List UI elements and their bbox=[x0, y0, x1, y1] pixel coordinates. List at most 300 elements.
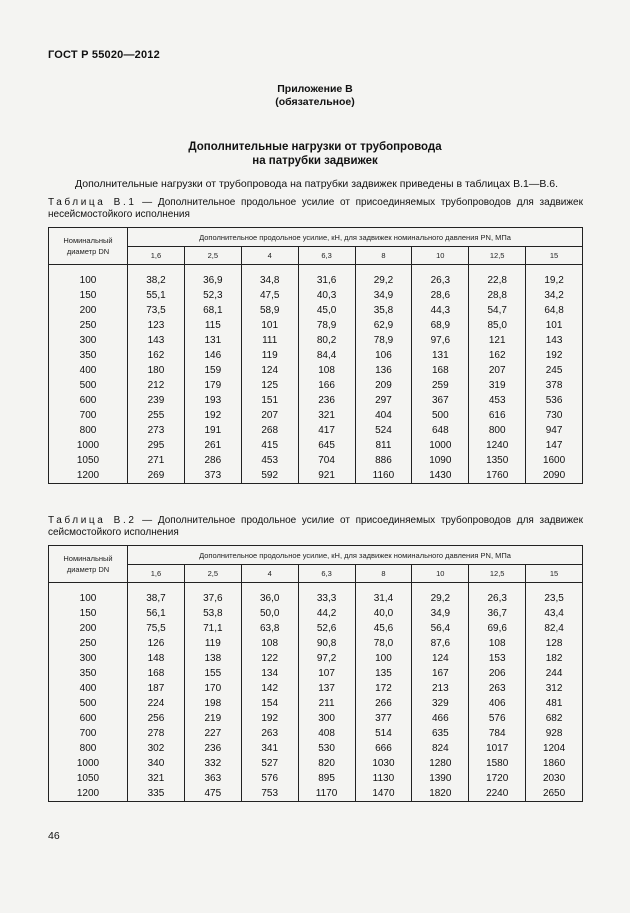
table-row bbox=[49, 756, 583, 771]
value-cell: 108 bbox=[469, 636, 526, 651]
appendix-title: Приложение В bbox=[277, 83, 353, 95]
value-cell: 125 bbox=[241, 378, 298, 393]
dn-cell: 600 bbox=[49, 393, 128, 408]
value-cell: 36,0 bbox=[241, 583, 298, 607]
value-cell: 45,6 bbox=[355, 621, 412, 636]
table1-caption-text: — Дополнительное продольное усилие от присоединяемых трубопроводов для задвижек несейсмостойкого исполнения bbox=[48, 197, 583, 220]
value-cell: 648 bbox=[412, 423, 469, 438]
value-cell: 592 bbox=[241, 468, 298, 484]
dn-cell: 300 bbox=[49, 651, 128, 666]
value-cell: 239 bbox=[128, 393, 185, 408]
dn-cell: 700 bbox=[49, 726, 128, 741]
dn-cell: 250 bbox=[49, 636, 128, 651]
value-cell: 1820 bbox=[412, 786, 469, 802]
value-cell: 162 bbox=[469, 348, 526, 363]
value-cell: 97,2 bbox=[298, 651, 355, 666]
value-cell: 1860 bbox=[526, 756, 583, 771]
value-cell: 56,1 bbox=[128, 606, 185, 621]
table1-group-header: Дополнительное продольное усилие, кН, для задвижек номинального давления PN, МПа bbox=[128, 228, 583, 247]
value-cell: 29,2 bbox=[412, 583, 469, 607]
table2-pressure-header: 12,5 bbox=[469, 565, 526, 583]
value-cell: 34,9 bbox=[412, 606, 469, 621]
value-cell: 45,0 bbox=[298, 303, 355, 318]
value-cell: 34,8 bbox=[241, 265, 298, 289]
dn-cell: 350 bbox=[49, 666, 128, 681]
value-cell: 811 bbox=[355, 438, 412, 453]
value-cell: 63,8 bbox=[241, 621, 298, 636]
value-cell: 255 bbox=[128, 408, 185, 423]
value-cell: 373 bbox=[184, 468, 241, 484]
table1-pressure-header: 15 bbox=[526, 247, 583, 265]
table1-pressure-header: 10 bbox=[412, 247, 469, 265]
table2-pressure-header: 1,6 bbox=[128, 565, 185, 583]
value-cell: 192 bbox=[241, 711, 298, 726]
value-cell: 259 bbox=[412, 378, 469, 393]
value-cell: 236 bbox=[298, 393, 355, 408]
value-cell: 245 bbox=[526, 363, 583, 378]
dn-cell: 1000 bbox=[49, 756, 128, 771]
value-cell: 36,9 bbox=[184, 265, 241, 289]
table-row bbox=[49, 711, 583, 726]
table1-pressure-header: 4 bbox=[241, 247, 298, 265]
value-cell: 168 bbox=[128, 666, 185, 681]
table2-label: Таблица В.2 bbox=[48, 515, 137, 526]
value-cell: 43,4 bbox=[526, 606, 583, 621]
value-cell: 928 bbox=[526, 726, 583, 741]
dn-cell: 200 bbox=[49, 303, 128, 318]
value-cell: 319 bbox=[469, 378, 526, 393]
table-row bbox=[49, 741, 583, 756]
value-cell: 682 bbox=[526, 711, 583, 726]
value-cell: 209 bbox=[355, 378, 412, 393]
dn-cell: 800 bbox=[49, 423, 128, 438]
value-cell: 37,6 bbox=[184, 583, 241, 607]
value-cell: 886 bbox=[355, 453, 412, 468]
value-cell: 1580 bbox=[469, 756, 526, 771]
value-cell: 101 bbox=[241, 318, 298, 333]
value-cell: 378 bbox=[526, 378, 583, 393]
value-cell: 295 bbox=[128, 438, 185, 453]
value-cell: 52,3 bbox=[184, 288, 241, 303]
value-cell: 1000 bbox=[412, 438, 469, 453]
value-cell: 206 bbox=[469, 666, 526, 681]
dn-cell: 100 bbox=[49, 583, 128, 607]
table-row bbox=[49, 651, 583, 666]
value-cell: 340 bbox=[128, 756, 185, 771]
table2-pressure-header: 2,5 bbox=[184, 565, 241, 583]
value-cell: 286 bbox=[184, 453, 241, 468]
value-cell: 300 bbox=[298, 711, 355, 726]
value-cell: 187 bbox=[128, 681, 185, 696]
value-cell: 166 bbox=[298, 378, 355, 393]
value-cell: 527 bbox=[241, 756, 298, 771]
value-cell: 1470 bbox=[355, 786, 412, 802]
table1-caption bbox=[48, 197, 583, 221]
value-cell: 530 bbox=[298, 741, 355, 756]
value-cell: 136 bbox=[355, 363, 412, 378]
dn-cell: 150 bbox=[49, 606, 128, 621]
dn-cell: 400 bbox=[49, 681, 128, 696]
table2-pressure-header: 15 bbox=[526, 565, 583, 583]
value-cell: 302 bbox=[128, 741, 185, 756]
value-cell: 35,8 bbox=[355, 303, 412, 318]
value-cell: 64,8 bbox=[526, 303, 583, 318]
value-cell: 78,9 bbox=[355, 333, 412, 348]
value-cell: 1600 bbox=[526, 453, 583, 468]
value-cell: 90,8 bbox=[298, 636, 355, 651]
value-cell: 278 bbox=[128, 726, 185, 741]
value-cell: 34,9 bbox=[355, 288, 412, 303]
value-cell: 2650 bbox=[526, 786, 583, 802]
value-cell: 148 bbox=[128, 651, 185, 666]
value-cell: 576 bbox=[241, 771, 298, 786]
table2-pressure-header: 4 bbox=[241, 565, 298, 583]
value-cell: 321 bbox=[298, 408, 355, 423]
table-row bbox=[49, 583, 583, 607]
value-cell: 895 bbox=[298, 771, 355, 786]
value-cell: 1390 bbox=[412, 771, 469, 786]
value-cell: 124 bbox=[241, 363, 298, 378]
value-cell: 124 bbox=[412, 651, 469, 666]
value-cell: 524 bbox=[355, 423, 412, 438]
value-cell: 193 bbox=[184, 393, 241, 408]
dn-cell: 300 bbox=[49, 333, 128, 348]
intro-paragraph: Дополнительные нагрузки от трубопровода на патрубки задвижек приведены в таблицах В.1—В.6. bbox=[75, 178, 559, 190]
value-cell: 321 bbox=[128, 771, 185, 786]
value-cell: 26,3 bbox=[469, 583, 526, 607]
value-cell: 19,2 bbox=[526, 265, 583, 289]
value-cell: 151 bbox=[241, 393, 298, 408]
value-cell: 921 bbox=[298, 468, 355, 484]
value-cell: 159 bbox=[184, 363, 241, 378]
value-cell: 404 bbox=[355, 408, 412, 423]
value-cell: 78,9 bbox=[298, 318, 355, 333]
value-cell: 101 bbox=[526, 318, 583, 333]
dn-cell: 700 bbox=[49, 408, 128, 423]
value-cell: 131 bbox=[412, 348, 469, 363]
value-cell: 31,6 bbox=[298, 265, 355, 289]
value-cell: 269 bbox=[128, 468, 185, 484]
dn-cell: 400 bbox=[49, 363, 128, 378]
dn-cell: 200 bbox=[49, 621, 128, 636]
dn-cell: 1050 bbox=[49, 771, 128, 786]
value-cell: 1204 bbox=[526, 741, 583, 756]
value-cell: 224 bbox=[128, 696, 185, 711]
value-cell: 211 bbox=[298, 696, 355, 711]
value-cell: 134 bbox=[241, 666, 298, 681]
value-cell: 80,2 bbox=[298, 333, 355, 348]
value-cell: 1170 bbox=[298, 786, 355, 802]
value-cell: 367 bbox=[412, 393, 469, 408]
value-cell: 68,1 bbox=[184, 303, 241, 318]
dn-cell: 500 bbox=[49, 378, 128, 393]
table2-dn-header: Номинальный диаметр DN bbox=[49, 546, 128, 583]
value-cell: 153 bbox=[469, 651, 526, 666]
table-row bbox=[49, 771, 583, 786]
table1-pressure-header: 2,5 bbox=[184, 247, 241, 265]
value-cell: 192 bbox=[526, 348, 583, 363]
value-cell: 191 bbox=[184, 423, 241, 438]
value-cell: 26,3 bbox=[412, 265, 469, 289]
table-row bbox=[49, 265, 583, 289]
value-cell: 1017 bbox=[469, 741, 526, 756]
value-cell: 1720 bbox=[469, 771, 526, 786]
dn-cell: 1200 bbox=[49, 786, 128, 802]
dn-cell: 1200 bbox=[49, 468, 128, 484]
table2 bbox=[48, 545, 583, 802]
value-cell: 1350 bbox=[469, 453, 526, 468]
value-cell: 108 bbox=[241, 636, 298, 651]
value-cell: 31,4 bbox=[355, 583, 412, 607]
value-cell: 263 bbox=[469, 681, 526, 696]
table-row bbox=[49, 378, 583, 393]
value-cell: 87,6 bbox=[412, 636, 469, 651]
table-row bbox=[49, 348, 583, 363]
value-cell: 54,7 bbox=[469, 303, 526, 318]
value-cell: 38,2 bbox=[128, 265, 185, 289]
table1-label: Таблица В.1 bbox=[48, 197, 137, 208]
value-cell: 73,5 bbox=[128, 303, 185, 318]
value-cell: 263 bbox=[241, 726, 298, 741]
dn-cell: 100 bbox=[49, 265, 128, 289]
value-cell: 106 bbox=[355, 348, 412, 363]
table1-pressure-header: 8 bbox=[355, 247, 412, 265]
value-cell: 198 bbox=[184, 696, 241, 711]
table-row bbox=[49, 636, 583, 651]
value-cell: 261 bbox=[184, 438, 241, 453]
value-cell: 335 bbox=[128, 786, 185, 802]
value-cell: 131 bbox=[184, 333, 241, 348]
section-title bbox=[0, 140, 630, 168]
value-cell: 111 bbox=[241, 333, 298, 348]
value-cell: 800 bbox=[469, 423, 526, 438]
value-cell: 119 bbox=[184, 636, 241, 651]
value-cell: 78,0 bbox=[355, 636, 412, 651]
value-cell: 36,7 bbox=[469, 606, 526, 621]
value-cell: 236 bbox=[184, 741, 241, 756]
value-cell: 121 bbox=[469, 333, 526, 348]
value-cell: 123 bbox=[128, 318, 185, 333]
value-cell: 268 bbox=[241, 423, 298, 438]
value-cell: 170 bbox=[184, 681, 241, 696]
value-cell: 84,4 bbox=[298, 348, 355, 363]
value-cell: 23,5 bbox=[526, 583, 583, 607]
value-cell: 1280 bbox=[412, 756, 469, 771]
table1-pressure-header: 12,5 bbox=[469, 247, 526, 265]
table-row bbox=[49, 468, 583, 484]
value-cell: 1760 bbox=[469, 468, 526, 484]
value-cell: 266 bbox=[355, 696, 412, 711]
table1-dn-header: Номинальный диаметр DN bbox=[49, 228, 128, 265]
value-cell: 40,0 bbox=[355, 606, 412, 621]
standard-number: ГОСТ Р 55020—2012 bbox=[48, 49, 160, 61]
table2-pressure-header: 10 bbox=[412, 565, 469, 583]
value-cell: 155 bbox=[184, 666, 241, 681]
value-cell: 44,3 bbox=[412, 303, 469, 318]
value-cell: 192 bbox=[184, 408, 241, 423]
value-cell: 179 bbox=[184, 378, 241, 393]
value-cell: 207 bbox=[241, 408, 298, 423]
value-cell: 666 bbox=[355, 741, 412, 756]
value-cell: 55,1 bbox=[128, 288, 185, 303]
value-cell: 40,3 bbox=[298, 288, 355, 303]
value-cell: 244 bbox=[526, 666, 583, 681]
dn-cell: 350 bbox=[49, 348, 128, 363]
value-cell: 227 bbox=[184, 726, 241, 741]
table-row bbox=[49, 363, 583, 378]
value-cell: 219 bbox=[184, 711, 241, 726]
value-cell: 33,3 bbox=[298, 583, 355, 607]
value-cell: 824 bbox=[412, 741, 469, 756]
value-cell: 143 bbox=[526, 333, 583, 348]
value-cell: 58,9 bbox=[241, 303, 298, 318]
table-row bbox=[49, 696, 583, 711]
value-cell: 475 bbox=[184, 786, 241, 802]
value-cell: 44,2 bbox=[298, 606, 355, 621]
value-cell: 466 bbox=[412, 711, 469, 726]
value-cell: 500 bbox=[412, 408, 469, 423]
table-row bbox=[49, 288, 583, 303]
value-cell: 453 bbox=[241, 453, 298, 468]
value-cell: 47,5 bbox=[241, 288, 298, 303]
table-row bbox=[49, 438, 583, 453]
value-cell: 122 bbox=[241, 651, 298, 666]
value-cell: 704 bbox=[298, 453, 355, 468]
value-cell: 1090 bbox=[412, 453, 469, 468]
page-number: 46 bbox=[48, 830, 60, 842]
value-cell: 207 bbox=[469, 363, 526, 378]
table-row bbox=[49, 303, 583, 318]
value-cell: 536 bbox=[526, 393, 583, 408]
table2-pressure-header: 8 bbox=[355, 565, 412, 583]
value-cell: 273 bbox=[128, 423, 185, 438]
dn-cell: 150 bbox=[49, 288, 128, 303]
value-cell: 341 bbox=[241, 741, 298, 756]
value-cell: 820 bbox=[298, 756, 355, 771]
value-cell: 753 bbox=[241, 786, 298, 802]
value-cell: 329 bbox=[412, 696, 469, 711]
value-cell: 212 bbox=[128, 378, 185, 393]
value-cell: 415 bbox=[241, 438, 298, 453]
table-row bbox=[49, 786, 583, 802]
value-cell: 147 bbox=[526, 438, 583, 453]
value-cell: 1130 bbox=[355, 771, 412, 786]
value-cell: 56,4 bbox=[412, 621, 469, 636]
value-cell: 1240 bbox=[469, 438, 526, 453]
value-cell: 119 bbox=[241, 348, 298, 363]
dn-cell: 600 bbox=[49, 711, 128, 726]
table-row bbox=[49, 318, 583, 333]
value-cell: 635 bbox=[412, 726, 469, 741]
dn-cell: 500 bbox=[49, 696, 128, 711]
table2-caption-text: — Дополнительное продольное усилие от присоединяемых трубопроводов для задвижек сейсмостойкого исполнения bbox=[48, 515, 583, 538]
table2-group-header: Дополнительное продольное усилие, кН, для задвижек номинального давления PN, МПа bbox=[128, 546, 583, 565]
value-cell: 297 bbox=[355, 393, 412, 408]
value-cell: 71,1 bbox=[184, 621, 241, 636]
value-cell: 514 bbox=[355, 726, 412, 741]
value-cell: 2090 bbox=[526, 468, 583, 484]
value-cell: 271 bbox=[128, 453, 185, 468]
value-cell: 947 bbox=[526, 423, 583, 438]
value-cell: 406 bbox=[469, 696, 526, 711]
table-row bbox=[49, 393, 583, 408]
value-cell: 213 bbox=[412, 681, 469, 696]
dn-cell: 1000 bbox=[49, 438, 128, 453]
value-cell: 29,2 bbox=[355, 265, 412, 289]
table-row bbox=[49, 408, 583, 423]
value-cell: 28,6 bbox=[412, 288, 469, 303]
section-title-line2: на патрубки задвижек bbox=[252, 155, 378, 167]
value-cell: 143 bbox=[128, 333, 185, 348]
value-cell: 97,6 bbox=[412, 333, 469, 348]
value-cell: 146 bbox=[184, 348, 241, 363]
table-row bbox=[49, 681, 583, 696]
table1-pressure-header: 1,6 bbox=[128, 247, 185, 265]
appendix-heading bbox=[0, 83, 630, 109]
table-row bbox=[49, 621, 583, 636]
value-cell: 53,8 bbox=[184, 606, 241, 621]
value-cell: 453 bbox=[469, 393, 526, 408]
value-cell: 2030 bbox=[526, 771, 583, 786]
value-cell: 2240 bbox=[469, 786, 526, 802]
value-cell: 75,5 bbox=[128, 621, 185, 636]
value-cell: 128 bbox=[526, 636, 583, 651]
value-cell: 1160 bbox=[355, 468, 412, 484]
value-cell: 142 bbox=[241, 681, 298, 696]
value-cell: 22,8 bbox=[469, 265, 526, 289]
value-cell: 52,6 bbox=[298, 621, 355, 636]
value-cell: 408 bbox=[298, 726, 355, 741]
dn-cell: 250 bbox=[49, 318, 128, 333]
value-cell: 481 bbox=[526, 696, 583, 711]
value-cell: 332 bbox=[184, 756, 241, 771]
table-row bbox=[49, 423, 583, 438]
value-cell: 100 bbox=[355, 651, 412, 666]
value-cell: 82,4 bbox=[526, 621, 583, 636]
value-cell: 377 bbox=[355, 711, 412, 726]
table-row bbox=[49, 453, 583, 468]
value-cell: 68,9 bbox=[412, 318, 469, 333]
value-cell: 85,0 bbox=[469, 318, 526, 333]
value-cell: 135 bbox=[355, 666, 412, 681]
table-row bbox=[49, 666, 583, 681]
value-cell: 417 bbox=[298, 423, 355, 438]
value-cell: 162 bbox=[128, 348, 185, 363]
value-cell: 576 bbox=[469, 711, 526, 726]
value-cell: 154 bbox=[241, 696, 298, 711]
value-cell: 1430 bbox=[412, 468, 469, 484]
value-cell: 138 bbox=[184, 651, 241, 666]
table2-pressure-header: 6,3 bbox=[298, 565, 355, 583]
appendix-status: (обязательное) bbox=[275, 96, 355, 108]
table-row bbox=[49, 606, 583, 621]
value-cell: 256 bbox=[128, 711, 185, 726]
value-cell: 167 bbox=[412, 666, 469, 681]
value-cell: 168 bbox=[412, 363, 469, 378]
value-cell: 1030 bbox=[355, 756, 412, 771]
table1 bbox=[48, 227, 583, 484]
value-cell: 312 bbox=[526, 681, 583, 696]
value-cell: 180 bbox=[128, 363, 185, 378]
table-row bbox=[49, 726, 583, 741]
value-cell: 182 bbox=[526, 651, 583, 666]
value-cell: 107 bbox=[298, 666, 355, 681]
value-cell: 363 bbox=[184, 771, 241, 786]
table-row bbox=[49, 333, 583, 348]
value-cell: 616 bbox=[469, 408, 526, 423]
value-cell: 108 bbox=[298, 363, 355, 378]
value-cell: 784 bbox=[469, 726, 526, 741]
